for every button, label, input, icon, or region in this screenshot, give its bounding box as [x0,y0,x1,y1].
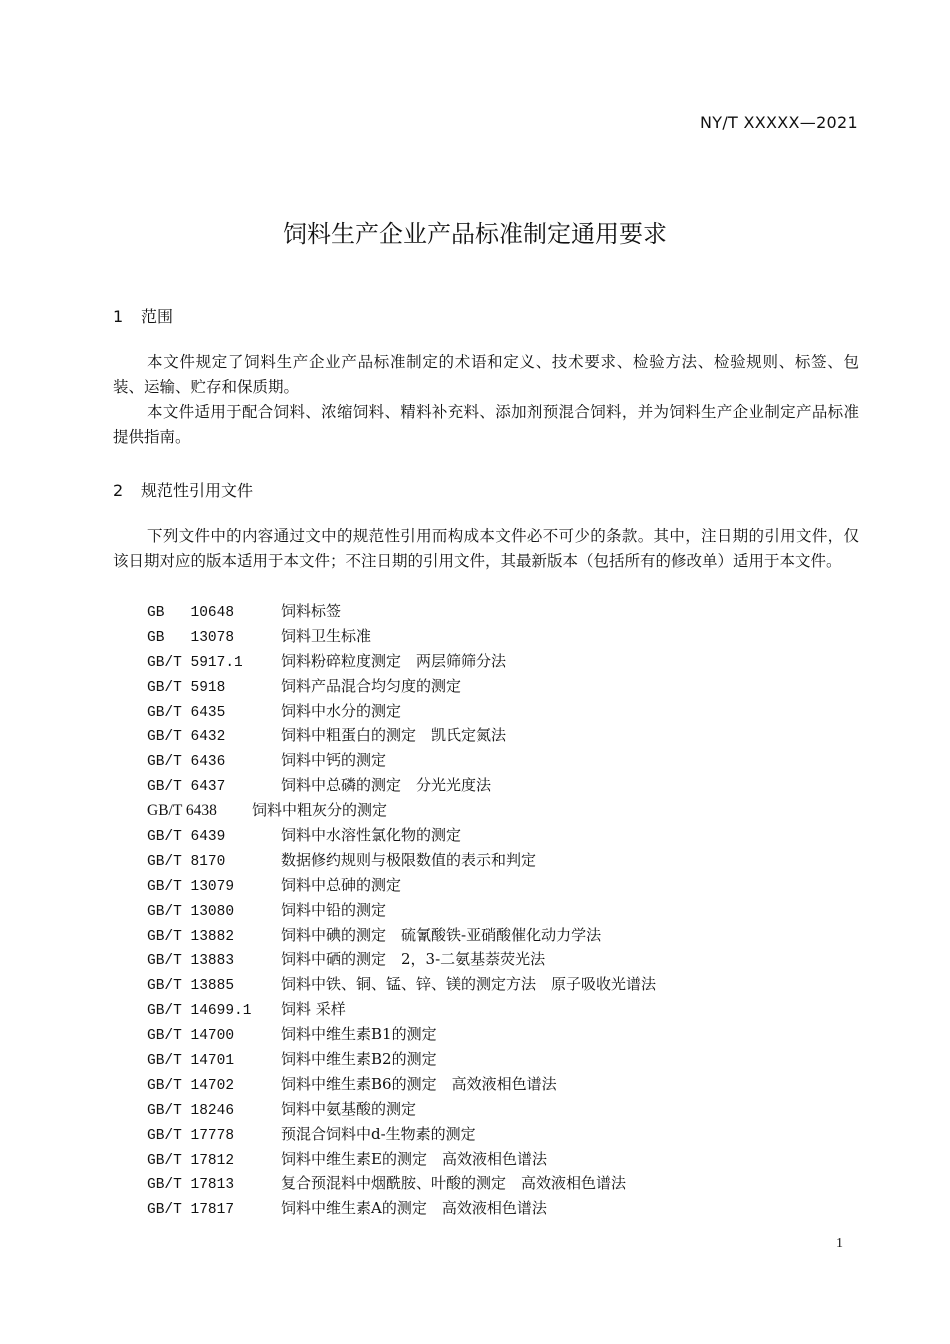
section-number: 1 [113,307,124,326]
reference-name: 饲料中维生素B6的测定 高效液相色谱法 [281,1074,557,1093]
reference-name: 饲料中维生素B2的测定 [281,1050,437,1069]
reference-item [147,1022,656,1047]
reference-name: 饲料中碘的测定 硫氰酸铁-亚硝酸催化动力学法 [281,925,602,944]
reference-name: 饲料中硒的测定 2，3-二氨基萘荧光法 [281,950,546,969]
section-heading-normative-references [113,478,253,501]
reference-code: GB/T 18246 [147,1102,235,1119]
reference-item [147,773,656,798]
reference-code: GB/T 14702 [147,1077,235,1094]
reference-name: 饲料中水溶性氯化物的测定 [281,826,462,845]
references-intro-paragraph: 下列文件中的内容通过文中的规范性引用而构成本文件必不可少的条款。其中，注日期的引用文件，仅该日期对应的版本适用于本文件；不注日期的引用文件，其最新版本（包括所有的修改单）适用于本文件。 [113,527,859,570]
page-number: 1 [836,1236,843,1251]
reference-item [147,649,656,674]
reference-code: GB 13078 [147,629,235,646]
reference-list [147,599,656,1221]
reference-code: GB/T 6439 [147,829,226,846]
document-title: 饲料生产企业产品标准制定通用要求 [283,220,667,248]
scope-paragraph-2: 本文件适用于配合饲料、浓缩饲料、精料补充料、添加剂预混合饲料，并为饲料生产企业制定产品标准提供指南。 [113,403,859,446]
reference-item [147,798,656,823]
reference-name: 饲料产品混合均匀度的测定 [281,676,462,695]
reference-code: GB/T 13885 [147,978,235,995]
reference-name: 饲料中维生素B1的测定 [281,1025,437,1044]
reference-name: 饲料标签 [281,602,342,620]
section-title: 规范性引用文件 [141,481,254,500]
reference-code: GB/T 17812 [147,1152,235,1169]
reference-code: GB/T 6436 [147,754,226,771]
reference-item [147,898,656,923]
reference-code: GB 10648 [147,605,235,621]
reference-name: 饲料中维生素E的测定 高效液相色谱法 [281,1149,547,1168]
reference-code: GB/T 5918 [147,679,226,696]
reference-item [147,972,656,997]
reference-code: GB/T 14699.1 [147,1003,252,1020]
reference-item [147,699,656,724]
reference-code: GB/T 17813 [147,1177,235,1194]
reference-item [147,997,656,1022]
scope-paragraph-1: 本文件规定了饲料生产企业产品标准制定的术语和定义、技术要求、检验方法、检验规则、标签、包装、运输、贮存和保质期。 [113,353,859,396]
reference-item [147,823,656,848]
reference-item [147,1122,656,1147]
reference-code: GB/T 14701 [147,1053,235,1070]
section-heading-scope [113,304,173,327]
reference-name: 饲料中粗蛋白的测定 凯氏定氮法 [281,726,507,745]
reference-code: GB/T 17817 [147,1202,235,1219]
section-number: 2 [113,481,124,500]
reference-name: 饲料中水分的测定 [281,701,402,720]
reference-name: 复合预混料中烟酰胺、叶酸的测定 高效液相色谱法 [281,1174,627,1193]
reference-name: 饲料粉碎粒度测定 两层筛筛分法 [281,651,507,670]
reference-name: 饲料中氨基酸的测定 [281,1099,417,1118]
reference-code: GB/T 17778 [147,1127,235,1144]
reference-code: GB/T 8170 [147,853,226,870]
reference-name: 饲料 采样 [281,1000,346,1019]
reference-item [147,1147,656,1172]
reference-code: GB/T 13080 [147,903,235,920]
reference-item [147,748,656,773]
reference-name: 饲料中总磷的测定 分光光度法 [281,776,492,795]
reference-code: GB/T 6437 [147,779,226,796]
reference-code: GB/T 13883 [147,953,235,970]
section-title: 范围 [141,307,174,326]
reference-item [147,624,656,649]
reference-item [147,848,656,873]
reference-code: GB/T 5917.1 [147,654,243,671]
standard-code: NY/T XXXXX—2021 [699,113,858,132]
reference-item [147,723,656,748]
reference-item [147,1097,656,1122]
reference-item [147,674,656,699]
reference-item [147,599,656,624]
reference-code: GB/T 14700 [147,1028,235,1045]
reference-name: 饲料中粗灰分的测定 [252,801,388,820]
reference-name: 饲料中钙的测定 [281,751,387,770]
reference-code: GB/T 13882 [147,928,235,945]
reference-item [147,1047,656,1072]
reference-name: 饲料中总砷的测定 [281,875,402,894]
reference-item [147,923,656,948]
reference-code: GB/T 6435 [147,704,226,721]
reference-code: GB/T 6432 [147,729,226,746]
reference-item [147,1171,656,1196]
reference-item [147,873,656,898]
reference-item [147,947,656,972]
reference-code: GB/T 13079 [147,878,235,895]
reference-name: 饲料中维生素A的测定 高效液相色谱法 [281,1199,547,1218]
reference-name: 饲料中铅的测定 [281,900,387,919]
reference-name: 预混合饲料中d-生物素的测定 [281,1124,476,1143]
reference-name: 数据修约规则与极限数值的表示和判定 [281,850,537,869]
reference-name: 饲料中铁、铜、锰、锌、镁的测定方法 原子吸收光谱法 [281,975,657,994]
reference-code: GB/T 6438 [147,802,217,820]
reference-item [147,1072,656,1097]
reference-name: 饲料卫生标准 [281,626,372,645]
reference-item [147,1196,656,1221]
